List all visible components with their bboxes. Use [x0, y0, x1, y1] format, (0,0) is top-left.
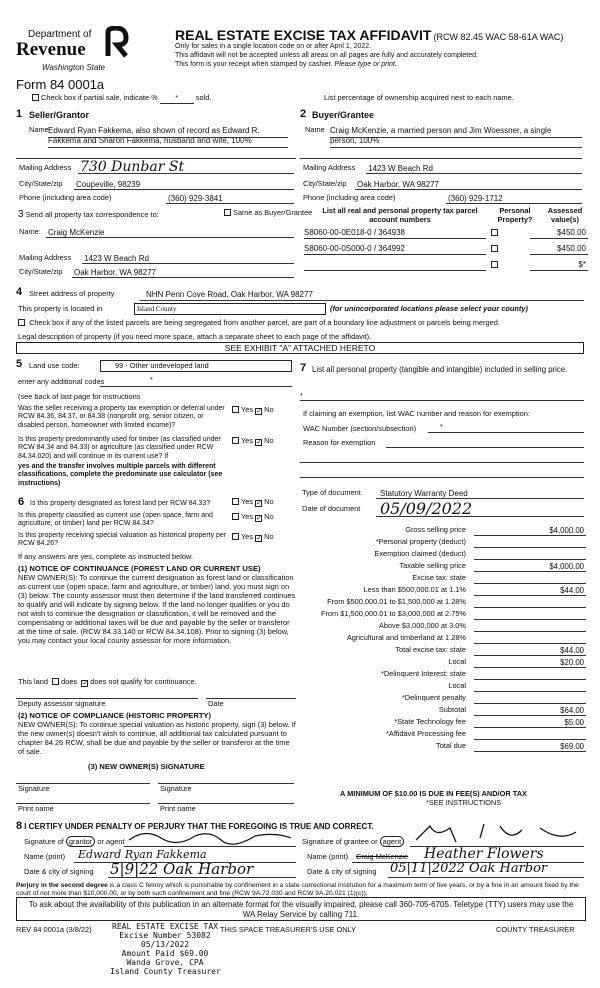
calc-underline	[474, 727, 586, 728]
additional-codes[interactable]: *	[150, 375, 153, 384]
no-checkbox-checked[interactable]: ✓	[256, 515, 262, 522]
calc-value[interactable]: $69.00	[560, 742, 584, 751]
perjury-notice: Perjury in the second degree is a class C felony which is punishable by confinement in a state correctional institution for a maximum term of five years, or by a fine in an amount fixed by the court of not more than $10,000.00, or by both such confinement and fine (RCW 9A.72.030 and RCW 9A.20.021 (1)(c)).	[16, 882, 579, 898]
revision: REV 84 0001a (3/8/22)	[16, 925, 92, 934]
partial-sale-checkbox[interactable]	[32, 94, 39, 101]
header-note-1: Only for sales in a single location code on or after April 1, 2022.	[175, 43, 372, 50]
grantee-date-label: Date & city of signing	[307, 867, 377, 876]
wac-value[interactable]: *	[440, 422, 443, 431]
q-forest-answer: Yes ✓ No	[232, 498, 274, 507]
new-owner-heading: (3) NEW OWNER(S) SIGNATURE	[88, 762, 205, 771]
section-5-number: 5	[16, 358, 23, 370]
grantee-signature-scribble	[410, 820, 580, 848]
see-back: (see back of last page for instructions	[18, 392, 141, 401]
no-checkbox-checked[interactable]: ✓	[256, 439, 262, 446]
compliance-text: NEW OWNER(S): To continue special valuation as historic property, sign (3) below. If the new owner(s) doesn't wish to continue, all additional tax calculated pursuant to chapter 84.26 RCW, shall be due and payable by the seller or transferor at the time of sale.	[18, 720, 296, 757]
doc-type-label: Type of document	[302, 488, 361, 497]
stamp-line: REAL ESTATE EXCISE TAX	[112, 922, 218, 931]
section-1-number: 1	[16, 108, 23, 120]
buyer-phone[interactable]: (360) 929-1712	[448, 194, 503, 203]
parcels-head-personal: Personal Property?	[497, 206, 533, 224]
q-timber-bold: yes and the transfer involves multiple parcels with different classifications, complete the predominate use calculator (see instructions)	[18, 463, 223, 487]
q-current-use: Is this property classified as current use (open space, farm and agriculture, or timber) land per RCW 84.34?	[18, 512, 213, 528]
county-select[interactable]: Island County	[134, 303, 326, 315]
calc-label: *Personal property (deduct)	[375, 537, 466, 546]
seller-mail[interactable]: 730 Dunbar St	[80, 159, 185, 175]
calc-underline	[474, 667, 586, 668]
logo-dept-text: Department of	[28, 29, 92, 40]
yes-checkbox[interactable]	[232, 498, 239, 505]
seller-name[interactable]: Edward Ryan Fakkema, also shown of record as Edward R. Fakkema and Sharon Fakkema, husband and wife, 100%	[48, 126, 260, 145]
calc-underline	[474, 571, 586, 572]
calc-label: *State Technology fee	[394, 717, 466, 726]
grantee-name[interactable]: Heather Flowers	[424, 846, 544, 862]
calc-label: Subtotal	[438, 705, 466, 714]
personal-property-label: List all personal property (tangible and intangible) included in selling price.	[312, 365, 568, 374]
seller-city[interactable]: Coupeville, 98239	[76, 180, 141, 189]
reason-label: Reason for exemption	[303, 438, 376, 447]
doc-type[interactable]: Statutory Warranty Deed	[380, 489, 468, 498]
treasurer-stamp	[110, 923, 220, 977]
partial-sale-row: Check box if partial sale, indicate % * sold.	[32, 94, 211, 104]
grantee-name-label: Name (print)	[307, 852, 349, 861]
minimum-fee-note: A MINIMUM OF $10.00 IS DUE IN FEE(S) AND/OR TAX	[340, 789, 527, 798]
new-owner-signature-label-2: Signature	[160, 784, 192, 793]
calc-value[interactable]: $44.00	[560, 646, 584, 655]
assessed-value[interactable]: $450.00	[557, 244, 586, 253]
corr-mail[interactable]: 1423 W Beach Rd	[84, 254, 149, 263]
calc-label: From $1,500,000.01 to $3,000,000 at 2.75%	[320, 609, 466, 618]
section-3-label: 3 Send all property tax correspondence to:	[18, 209, 159, 220]
q-current-use-answer: Yes ✓ No	[232, 513, 274, 522]
grantor-date-city[interactable]: 5|9|22 Oak Harbor	[110, 860, 254, 878]
logo-state-text: Washington State	[42, 63, 106, 72]
calc-label: Exemption claimed (deduct)	[374, 549, 466, 558]
personal-property-checkbox[interactable]	[491, 229, 498, 236]
parcel-number[interactable]: S8060-00-0E018-0 / 364938	[304, 228, 405, 237]
form-title: REAL ESTATE EXCISE TAX AFFIDAVIT (RCW 82.45 WAC 58-61A WAC)	[175, 27, 564, 43]
calc-underline	[474, 595, 586, 596]
parcel-row	[304, 260, 588, 272]
ownership-note: List percentage of ownership acquired next to each name.	[324, 93, 514, 102]
yes-checkbox[interactable]	[232, 533, 239, 540]
stamp-line: 05/13/2022	[140, 939, 190, 949]
grantor-date-label: Date & city of signing	[24, 867, 94, 876]
calc-underline	[474, 715, 586, 716]
grantee-date-city[interactable]: 05|11|2022 Oak Harbor	[390, 861, 548, 876]
calc-label: Agricultural and timberland at 1.28%	[346, 633, 466, 642]
grantee-name-struck: Craig McKenzie	[356, 852, 409, 861]
calc-label: *Delinquent Interest: state	[380, 669, 466, 678]
calc-underline	[474, 607, 586, 608]
see-instructions: *SEE INSTRUCTIONS	[426, 798, 502, 807]
no-checkbox-checked[interactable]: ✓	[256, 500, 262, 507]
assessed-value[interactable]: $*	[578, 260, 586, 269]
calc-label: *Affidavit Processing fee	[386, 729, 466, 738]
calc-label: Gross selling price	[405, 525, 466, 534]
any-yes-note: If any answers are yes, complete as instructed below.	[18, 552, 193, 561]
same-as-buyer-checkbox[interactable]	[224, 209, 231, 216]
county-note: (for unincorporated locations please select your county)	[330, 304, 528, 313]
calc-underline	[474, 679, 586, 680]
calc-label: *Delinquent penalty	[401, 693, 466, 702]
header-note-2: This affidavit will not be accepted unless all areas on all pages are fully and accurately completed.	[175, 52, 478, 59]
no-checkbox-checked[interactable]: ✓	[256, 535, 262, 542]
same-as-buyer: Same as Buyer/Grantee	[224, 209, 312, 218]
print-name-label: Print name	[18, 804, 54, 813]
yes-checkbox[interactable]	[232, 406, 239, 413]
seller-heading: Seller/Grantor	[29, 110, 90, 120]
does-not-checkbox-checked[interactable]: ✓	[82, 680, 89, 687]
calc-label: Excise tax: state	[412, 573, 466, 582]
yes-checkbox[interactable]	[232, 513, 239, 520]
calc-label: Local	[448, 657, 466, 666]
deputy-date-label: Date	[208, 699, 224, 708]
calc-value[interactable]: $44.00	[560, 586, 584, 595]
calc-underline	[474, 631, 586, 632]
parcel-row	[304, 244, 588, 256]
county-treasurer: COUNTY TREASURER	[496, 925, 575, 934]
stamp-line: Island County Treasurer	[110, 966, 221, 976]
land-use-label: Land use code:	[29, 361, 80, 370]
grantor-sig-label: Signature of grantor or agent	[24, 837, 125, 846]
corr-mail-label: Mailing Address	[19, 253, 72, 262]
segregated-checkbox[interactable]	[18, 319, 25, 326]
section-6-number: 6	[18, 496, 25, 508]
calc-label: Taxable selling price	[399, 561, 466, 570]
buyer-phone-label: Phone (including area code)	[303, 193, 396, 202]
calc-underline	[474, 619, 586, 620]
corr-name[interactable]: Craig McKenzie	[48, 228, 105, 237]
partial-sale-percent[interactable]: *	[160, 94, 194, 104]
q-exemption: Was the seller receiving a property tax exemption or deferral under RCW 84.36, 84.37, or 84.38 (nonprofit org, senior citizen, or disabled person, homeowner with limited income)?	[18, 405, 225, 429]
wac-label: WAC Number (section/subsection)	[303, 424, 417, 433]
calc-underline	[474, 739, 586, 740]
street-address[interactable]: NHN Penn Cove Road, Oak Harbor, WA 98277	[146, 290, 313, 299]
seller-city-label: City/State/zip	[19, 179, 63, 188]
corr-name-label: Name:	[19, 227, 41, 236]
this-land-row: This land does ✓ does not qualify for continuance.	[18, 677, 197, 687]
stamp-line: Amount Paid $69.00	[121, 948, 209, 958]
parcel-number[interactable]: S8060-00-0S000-0 / 364992	[304, 244, 405, 253]
stamp-line: Excise Number 53082	[119, 930, 211, 940]
calc-value[interactable]: $5.00	[564, 718, 584, 727]
doc-date-label: Date of document	[302, 504, 361, 513]
print-name-label-2: Print name	[160, 804, 196, 813]
seller-name-label: Name	[29, 125, 49, 134]
personal-property-value[interactable]: *	[300, 391, 303, 400]
q-timber-answer: Yes ✓ No	[232, 437, 274, 446]
street-label: Street address of property	[29, 289, 115, 298]
land-use-code[interactable]: 99 - Other undeveloped land	[100, 360, 292, 372]
parcel-row	[304, 228, 588, 240]
calc-underline	[474, 547, 586, 548]
parcels-head-list: List all real and personal property tax parcel account numbers	[322, 206, 478, 224]
calc-underline	[474, 643, 586, 644]
parcels-head-assessed: Assessed value(s)	[547, 206, 583, 224]
doc-date[interactable]: 05/09/2022	[380, 499, 473, 518]
logo-agency-text: Revenue	[16, 39, 86, 60]
section-2-number: 2	[300, 108, 307, 120]
calc-underline	[474, 583, 586, 584]
calc-label: From $500,000.01 to $1,500,000 at 1.28%	[327, 597, 466, 606]
calc-value[interactable]: $20.00	[560, 658, 584, 667]
section-7-number: 7	[300, 362, 307, 374]
personal-property-checkbox[interactable]	[491, 245, 498, 252]
yes-checkbox[interactable]	[232, 437, 239, 444]
buyer-name-label: Name	[305, 125, 325, 134]
calc-label: Local	[448, 681, 466, 690]
calc-label: Above $3,000,000 at 3.0%	[378, 621, 466, 630]
calc-value[interactable]: $4,000.00	[549, 526, 584, 535]
segregated-row: Check box if any of the listed parcels are being segregated from another parcel, are part of a boundary line adjustment or parcels being merged.	[18, 319, 500, 328]
calc-value[interactable]: $4,000.00	[549, 562, 584, 571]
seller-phone-label: Phone (including area code)	[19, 193, 112, 202]
availability-notice: To ask about the availability of this publication in an alternate format for the visually impaired, please call 360-705-6705. Teletype (TTY) users may use the WA Relay Service by calling 711.	[16, 897, 586, 921]
calc-label: Total due	[436, 741, 466, 750]
corr-city-label: City/State/zip	[19, 267, 63, 276]
buyer-mail-label: Mailing Address	[303, 163, 356, 172]
certify-row: 8 I CERTIFY UNDER PENALTY OF PERJURY THAT THE FOREGOING IS TRUE AND CORRECT.	[16, 820, 374, 832]
located-label: This property is located in	[18, 304, 103, 313]
calc-underline	[474, 751, 586, 752]
corr-city[interactable]: Oak Harbor, WA 98277	[74, 268, 156, 277]
buyer-city-label: City/State/zip	[303, 179, 347, 188]
header-note-3: This form is your receipt when stamped by cashier. Please type or print.	[175, 61, 397, 68]
q-exemption-answer: Yes ✓ No	[232, 406, 274, 415]
continuance-heading: (1) NOTICE OF CONTINUANCE (FOREST LAND OR CURRENT USE)	[18, 564, 261, 573]
deputy-signature-label: Deputy assessor signature	[18, 699, 106, 708]
assessed-value[interactable]: $450.00	[557, 228, 586, 237]
grantor-name[interactable]: Edward Ryan Fakkema	[78, 848, 207, 861]
buyer-name[interactable]: Craig McKenzie, a married person and Jim Woessner, a single person, 100%	[330, 126, 552, 145]
buyer-mail[interactable]: 1423 W Beach Rd	[368, 164, 433, 173]
treasurer-only: THIS SPACE TREASURER'S USE ONLY	[220, 925, 357, 934]
form-number: Form 84 0001a	[16, 77, 105, 92]
buyer-city[interactable]: Oak Harbor, WA 98277	[357, 180, 439, 189]
section-4-number: 4	[16, 286, 23, 298]
revenue-swoosh-icon	[104, 26, 130, 60]
grantor-name-label: Name (print)	[24, 852, 66, 861]
new-owner-signature-label: Signature	[18, 784, 50, 793]
calc-underline	[474, 691, 586, 692]
q-historic-answer: Yes ✓ No	[232, 533, 274, 542]
stamp-line: Wanda Grove, CPA	[126, 957, 204, 967]
q-timber: Is this property predominantly used for timber (as classified under RCW 84.34 and 84.33) or agriculture (as classified under RCW 84.34.020) and will continue in its current use? If	[18, 436, 221, 460]
legal-label: Legal description of property (if you need more space, attach a separate sheet to each page of the affidavit).	[18, 332, 372, 341]
personal-property-checkbox[interactable]	[491, 261, 498, 268]
compliance-heading: (2) NOTICE OF COMPLIANCE (HISTORIC PROPERTY)	[18, 711, 212, 720]
calc-label: Total excise tax: state	[395, 645, 466, 654]
seller-mail-label: Mailing Address	[19, 163, 72, 172]
calc-underline	[474, 703, 586, 704]
grantee-sig-label: Signature of grantee or agent	[302, 838, 404, 847]
does-checkbox[interactable]	[52, 678, 59, 685]
calc-value[interactable]: $64.00	[560, 706, 584, 715]
exemption-label: If claiming an exemption, list WAC number and reason for exemption:	[303, 409, 530, 418]
buyer-heading: Buyer/Grantee	[312, 110, 375, 120]
tax-calculation-table	[300, 526, 586, 754]
q-forest: Is this property designated as forest land per RCW 84.33?	[30, 500, 211, 507]
continuance-text: NEW OWNER(S): To continue the current designation as forest land or classification as current use (open space, farm and agriculture, or timber) land, you must sign on (3) below. The county assessor must then determine if the land transferred continues to qualify and will indicate by signing below. If the land no longer qualifies or you do not wish to continue the designation or classification, it will be removed and the compensating or additional taxes will be due and payable by the seller or transferor at the time of sale. (RCW 84.33.140 or RCW 84.34.108). Prior to signing (3) below, you may contact your local county assessor for more information.	[18, 573, 296, 646]
additional-codes-label: enter any additional codes	[18, 377, 105, 386]
legal-description[interactable]: SEE EXHIBIT "A" ATTACHED HERETO	[16, 342, 584, 354]
calc-underline	[474, 559, 586, 560]
calc-label: Less than $500,000.01 at 1.1%	[363, 585, 466, 594]
calc-underline	[474, 535, 586, 536]
no-checkbox-checked[interactable]: ✓	[256, 408, 262, 415]
calc-underline	[474, 655, 586, 656]
seller-phone[interactable]: (360) 929-3841	[168, 194, 223, 203]
dept-of-revenue-logo	[16, 26, 136, 76]
q-historic: Is this property receiving special valuation as historical property per RCW 84.26?	[18, 532, 227, 548]
